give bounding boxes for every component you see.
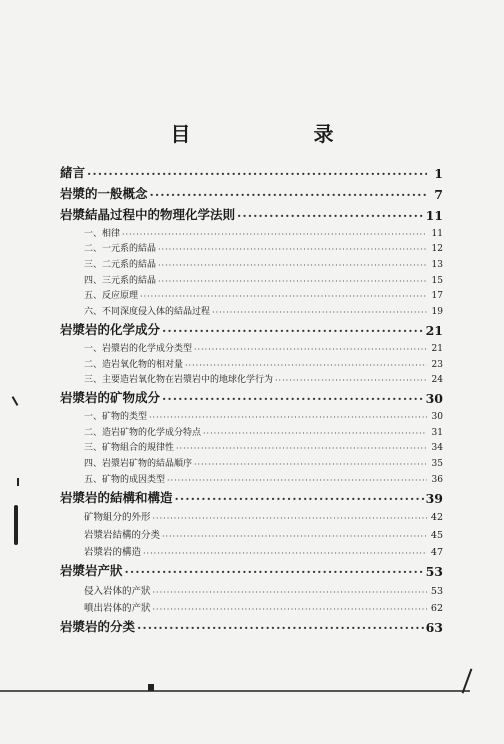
toc-leader-dots (140, 292, 427, 301)
toc-leader-dots (185, 361, 427, 370)
toc-entry-label: 四、岩漿岩矿物的結晶順序 (84, 458, 193, 469)
scan-mark-left-3 (14, 505, 18, 545)
toc-entry (60, 181, 443, 202)
toc-entry (60, 614, 443, 635)
toc-entry-page: 42 (430, 512, 443, 524)
toc-entry-label: 矿物組分的外形 (84, 512, 151, 524)
scan-mark-left-1 (12, 396, 19, 406)
toc-entry-label: 岩漿岩結構的分类 (84, 529, 161, 541)
toc-entry-page: 15 (431, 275, 443, 286)
toc-entry-page: 21 (425, 323, 443, 339)
toc-entry (60, 254, 443, 270)
toc-entry-label: 一、岩漿岩的化学成分类型 (84, 343, 193, 354)
toc-entry-label: 緒言 (60, 165, 86, 180)
toc-entry-label: 侵入岩体的产狀 (84, 585, 151, 597)
toc-leader-dots (137, 620, 424, 635)
toc-leader-dots (153, 514, 427, 523)
toc-leader-dots (158, 277, 427, 286)
toc-entry-label: 岩漿岩的分类 (60, 619, 136, 635)
toc-leader-dots (203, 429, 427, 438)
page-title: 目 录 (170, 122, 392, 146)
toc-leader-dots (122, 230, 427, 239)
toc-entry (60, 506, 443, 524)
toc-entry-label: 二、造岩氧化物的相对量 (84, 359, 184, 370)
toc-entry-label: 五、反应原理 (84, 291, 139, 302)
page-bottom-edge (0, 690, 470, 692)
toc-entry-label: 三、二元系的結晶 (84, 260, 157, 271)
toc-leader-dots (194, 345, 427, 354)
toc-leader-dots (158, 261, 427, 270)
toc-entry (60, 370, 443, 386)
toc-entry-page: 39 (425, 490, 443, 506)
toc-entry-page: 1 (434, 166, 443, 181)
toc-leader-dots (194, 460, 427, 469)
toc-leader-dots (175, 491, 424, 506)
toc-entry-label: 三、矿物組合的規律性 (84, 443, 175, 454)
toc-entry-page: 11 (431, 228, 443, 239)
toc-entry-page: 63 (425, 620, 443, 636)
toc-entry-page: 36 (431, 474, 443, 485)
toc-leader-dots (275, 376, 427, 385)
toc-entry-page: 34 (431, 443, 443, 454)
toc-leader-dots (149, 413, 427, 422)
toc-entry (60, 485, 443, 506)
toc-leader-dots (162, 391, 424, 406)
toc-entry-label: 噴出岩体的产狀 (84, 603, 151, 615)
toc-entry-label: 岩漿的一般概念 (60, 186, 148, 201)
toc-entry-page: 21 (431, 343, 443, 354)
toc-leader-dots (87, 166, 427, 181)
toc-entry (60, 523, 443, 541)
toc-leader-dots (162, 323, 424, 338)
toc-entry-label: 三、主要造岩氧化物在岩漿岩中的地球化学行为 (84, 375, 274, 386)
toc-entry-page: 47 (430, 547, 443, 559)
toc-entry-page: 45 (430, 529, 443, 541)
toc-entry-label: 二、造岩矿物的化学成分特点 (84, 427, 202, 438)
toc-entry (60, 406, 443, 422)
toc-entry (60, 422, 443, 438)
toc-leader-dots (143, 549, 427, 558)
toc-entry-page: 19 (431, 307, 443, 318)
toc-entry (60, 558, 443, 579)
table-of-contents (60, 160, 443, 635)
toc-entry-label: 岩漿岩的矿物成分 (60, 390, 161, 406)
toc-entry-page: 17 (431, 291, 443, 302)
toc-leader-dots (212, 308, 427, 317)
toc-entry-page: 11 (425, 208, 443, 223)
toc-entry-page: 53 (425, 564, 443, 580)
toc-entry (60, 270, 443, 286)
scan-mark-left-2 (17, 478, 19, 486)
toc-entry (60, 160, 443, 181)
toc-entry (60, 317, 443, 338)
toc-entry-page: 13 (431, 260, 443, 271)
toc-leader-dots (158, 245, 427, 254)
toc-leader-dots (162, 532, 427, 541)
toc-entry (60, 579, 443, 597)
toc-entry-label: 岩漿岩的構造 (84, 547, 142, 559)
toc-entry-label: 岩漿結晶过程中的物理化学法則 (60, 207, 236, 222)
toc-entry-label: 五、矿物的成因类型 (84, 474, 166, 485)
toc-leader-dots (167, 476, 427, 485)
toc-entry-page: 62 (430, 603, 443, 615)
toc-entry-page: 12 (431, 244, 443, 255)
toc-entry (60, 385, 443, 406)
toc-leader-dots (153, 588, 427, 597)
toc-entry (60, 597, 443, 615)
toc-entry-label: 岩漿岩的結構和構造 (60, 489, 173, 505)
toc-entry (60, 239, 443, 255)
toc-leader-dots (176, 444, 427, 453)
scan-mark-bottom-center (148, 684, 154, 691)
toc-entry (60, 438, 443, 454)
toc-entry-label: 一、矿物的类型 (84, 411, 148, 422)
toc-entry (60, 202, 443, 223)
toc-entry (60, 338, 443, 354)
toc-leader-dots (150, 187, 427, 202)
toc-entry-label: 一、相律 (84, 228, 121, 239)
toc-entry-page: 30 (431, 411, 443, 422)
toc-entry-page: 23 (431, 359, 443, 370)
toc-entry-label: 二、一元系的結晶 (84, 244, 157, 255)
toc-entry-label: 岩漿岩产狀 (60, 563, 123, 579)
toc-entry-page: 31 (431, 427, 443, 438)
toc-entry-page: 24 (431, 375, 443, 386)
toc-entry (60, 354, 443, 370)
toc-leader-dots (237, 208, 424, 223)
toc-entry (60, 469, 443, 485)
toc-entry-page: 53 (430, 585, 443, 597)
toc-entry (60, 223, 443, 239)
toc-entry (60, 286, 443, 302)
toc-entry-page: 7 (434, 187, 443, 202)
toc-entry (60, 541, 443, 559)
toc-entry-label: 岩漿岩的化学成分 (60, 322, 161, 338)
toc-entry-label: 四、三元系的結晶 (84, 275, 157, 286)
toc-leader-dots (125, 564, 424, 579)
toc-leader-dots (153, 605, 427, 614)
toc-entry (60, 301, 443, 317)
toc-entry-label: 六、不同深度侵入体的結晶过程 (84, 307, 211, 318)
toc-entry (60, 453, 443, 469)
toc-entry-page: 30 (425, 391, 443, 407)
toc-entry-page: 35 (431, 458, 443, 469)
